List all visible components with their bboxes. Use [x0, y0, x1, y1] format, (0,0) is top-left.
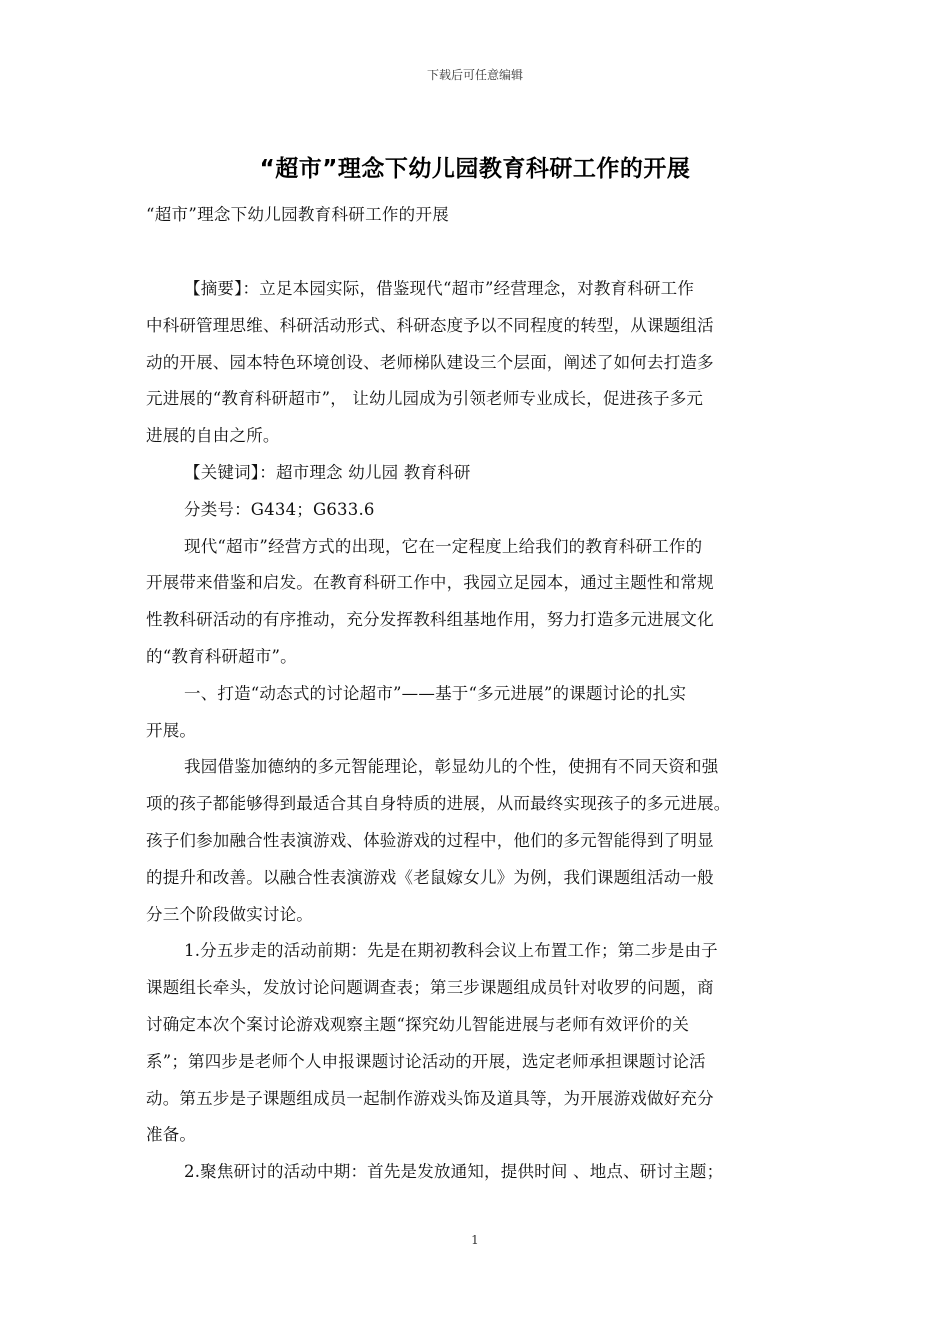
list-item-line: 2.聚焦研讨的活动中期：首先是发放通知，提供时间 、地点、研讨主题； [184, 1162, 724, 1182]
section-heading-line: 一、打造“动态式的讨论超市”——基于“多元进展”的课题讨论的扎实 [184, 683, 687, 703]
paragraph-line: 分三个阶段做实讨论。 [146, 904, 313, 924]
list-item-line: 讨确定本次个案讨论游戏观察主题“探究幼儿智能进展与老师有效评价的关 [146, 1014, 690, 1034]
list-item-line: 系”；第四步是老师个人申报课题讨论活动的开展，选定老师承担课题讨论活 [146, 1051, 706, 1071]
list-item-line: 动。第五步是子课题组成员一起制作游戏头饰及道具等，为开展游戏做好充分 [146, 1088, 714, 1108]
abstract-line: 进展的自由之所。 [146, 426, 280, 446]
keywords-line: 【关键词】：超市理念 幼儿园 教育科研 [184, 462, 471, 482]
list-item-line: 1.分五步走的活动前期：先是在期初教科会议上布置工作；第二步是由子 [184, 941, 718, 961]
abstract-line: 【摘要】：立足本园实际，借鉴现代“超市”经营理念，对教育科研工作 [184, 279, 695, 298]
document-subtitle: “超市”理念下幼儿园教育科研工作的开展 [146, 205, 450, 224]
list-item-line: 准备。 [146, 1125, 197, 1145]
paragraph-line: 的“教育科研超市”。 [146, 646, 297, 666]
abstract-line: 中科研管理思维、科研活动形式、科研态度予以不同程度的转型，从课题组活 [146, 315, 714, 335]
document-title: “超市”理念下幼儿园教育科研工作的开展 [259, 156, 691, 182]
page-number: 1 [471, 1233, 479, 1247]
paragraph-line: 我园借鉴加德纳的多元智能理论，彰显幼儿的个性，使拥有不同天资和强 [184, 757, 719, 777]
paragraph-line: 孩子们参加融合性表演游戏、体验游戏的过程中，他们的多元智能得到了明显 [146, 830, 714, 850]
abstract-line: 元进展的“教育科研超市”， 让幼儿园成为引领老师专业成长，促进孩子多元 [146, 389, 704, 409]
header-note: 下载后可任意编辑 [426, 68, 523, 82]
paragraph-line: 性教科研活动的有序推动，充分发挥教科组基地作用，努力打造多元进展文化 [146, 610, 714, 630]
paragraph-line: 开展带来借鉴和启发。在教育科研工作中，我园立足园本，通过主题性和常规 [146, 573, 714, 593]
body-text [146, 271, 810, 1191]
paragraph-line: 的提升和改善。以融合性表演游戏《老鼠嫁女儿》为例，我们课题组活动一般 [146, 867, 714, 887]
list-item-line: 课题组长牵头，发放讨论问题调查表；第三步课题组成员针对收罗的问题，商 [146, 978, 714, 998]
abstract-line: 动的开展、园本特色环境创设、老师梯队建设三个层面，阐述了如何去打造多 [146, 352, 714, 372]
classification-line: 分类号：G434；G633.6 [184, 499, 375, 519]
section-heading-line: 开展。 [146, 720, 197, 740]
paragraph-line: 项的孩子都能够得到最适合其自身特质的进展，从而最终实现孩子的多元进展。 [146, 794, 731, 814]
paragraph-line: 现代“超市”经营方式的出现，它在一定程度上给我们的教育科研工作的 [184, 536, 703, 556]
